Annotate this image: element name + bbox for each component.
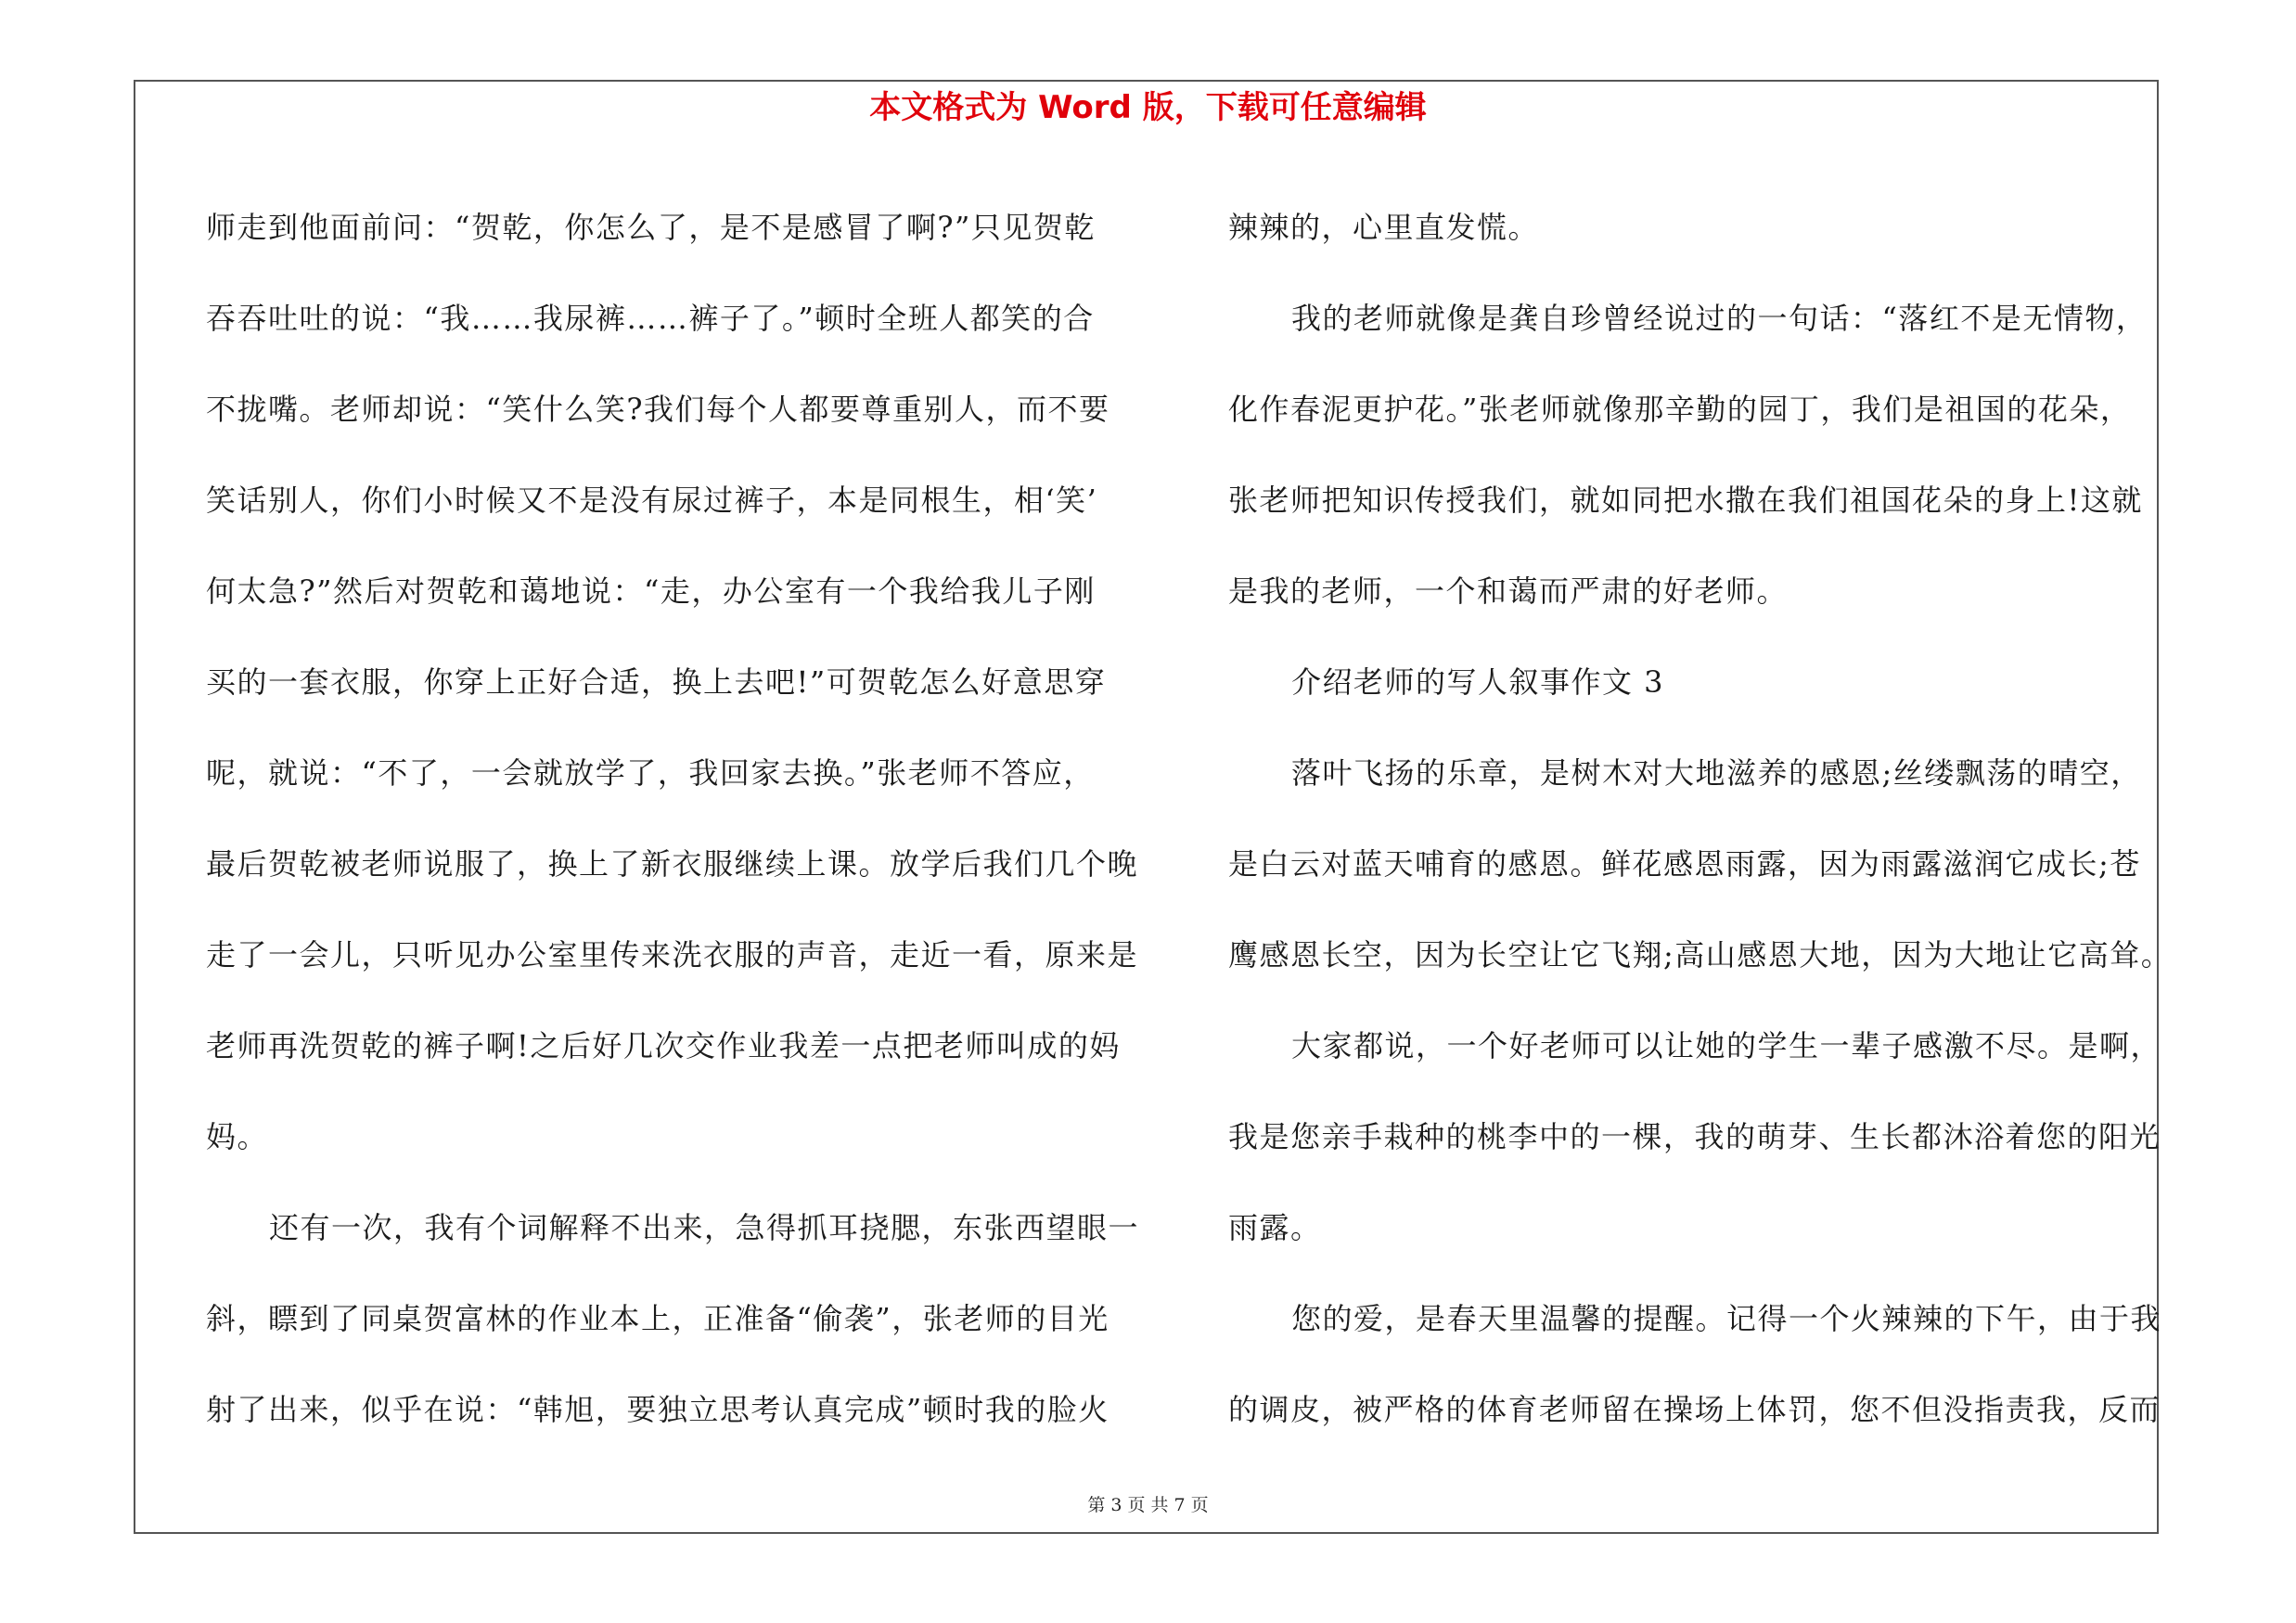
paragraph-start-line: 还有一次，我有个词解释不出来，急得抓耳挠腮，东张西望眼一 xyxy=(269,1210,1140,1245)
text-line: 鹰感恩长空，因为长空让它飞翔;高山感恩大地，因为大地让它高耸。 xyxy=(1228,937,2173,973)
text-line: 笑话别人，你们小时候又不是没有尿过裤子，本是同根生，相‘笑’ xyxy=(206,483,1098,518)
text-line: 射了出来，似乎在说：“韩旭，要独立思考认真完成”顿时我的脸火 xyxy=(206,1392,1110,1427)
text-line: 是白云对蓝天哺育的感恩。鲜花感恩雨露，因为雨露滋润它成长;苍 xyxy=(1228,846,2141,882)
text-line: 张老师把知识传授我们，就如同把水撒在我们祖国花朵的身上!这就 xyxy=(1228,483,2143,518)
paragraph-start-line: 落叶飞扬的乐章，是树木对大地滋养的感恩;丝缕飘荡的晴空， xyxy=(1291,755,2142,791)
right-text-column xyxy=(1228,182,2173,1455)
text-line: 买的一套衣服，你穿上正好合适，换上去吧!”可贺乾怎么好意思穿 xyxy=(206,664,1107,700)
text-line: 吞吞吐吐的说：“我……我尿裤……裤子了。”顿时全班人都笑的合 xyxy=(206,301,1095,336)
text-line: 化作春泥更护花。”张老师就像那辛勤的园丁，我们是祖国的花朵， xyxy=(1228,392,2132,427)
text-line: 雨露。 xyxy=(1228,1210,1322,1245)
text-line: 师走到他面前问：“贺乾，你怎么了，是不是感冒了啊?”只见贺乾 xyxy=(206,210,1096,245)
text-line: 妈。 xyxy=(206,1119,269,1154)
section-heading: 介绍老师的写人叙事作文 3 xyxy=(1291,664,1665,700)
paragraph-start-line: 大家都说，一个好老师可以让她的学生一辈子感激不尽。是啊， xyxy=(1291,1028,2162,1063)
text-line: 辣辣的，心里直发慌。 xyxy=(1228,210,1540,245)
text-line: 呢，就说：“不了，一会就放学了，我回家去换。”张老师不答应， xyxy=(206,755,1095,791)
text-line: 斜，瞟到了同桌贺富林的作业本上，正准备“偷袭”，张老师的目光 xyxy=(206,1301,1110,1336)
paragraph-start-line: 我的老师就像是龚自珍曾经说过的一句话：“落红不是无情物， xyxy=(1291,301,2148,336)
text-line: 我是您亲手栽种的桃李中的一棵，我的萌芽、生长都沐浴着您的阳光 xyxy=(1228,1119,2161,1154)
text-line: 不拢嘴。老师却说：“笑什么笑?我们每个人都要尊重别人，而不要 xyxy=(206,392,1110,427)
text-line: 是我的老师，一个和蔼而严肃的好老师。 xyxy=(1228,573,1789,609)
editable-word-notice: 本文格式为 Word 版，下载可任意编辑 xyxy=(869,89,1427,126)
left-text-column xyxy=(206,182,1140,1455)
text-line: 的调皮，被严格的体育老师留在操场上体罚，您不但没指责我，反而 xyxy=(1228,1392,2161,1427)
text-line: 何太急?”然后对贺乾和蔼地说：“走，办公室有一个我给我儿子刚 xyxy=(206,573,1096,609)
text-line: 最后贺乾被老师说服了，换上了新衣服继续上课。放学后我们几个晚 xyxy=(206,846,1139,882)
text-line: 老师再洗贺乾的裤子啊!之后好几次交作业我差一点把老师叫成的妈 xyxy=(206,1028,1121,1063)
paragraph-start-line: 您的爱，是春天里温馨的提醒。记得一个火辣辣的下午，由于我 xyxy=(1291,1301,2162,1336)
text-line: 走了一会儿，只听见办公室里传来洗衣服的声音，走近一看，原来是 xyxy=(206,937,1139,973)
page-number-footer: 第 3 页 共 7 页 xyxy=(1087,1495,1209,1515)
